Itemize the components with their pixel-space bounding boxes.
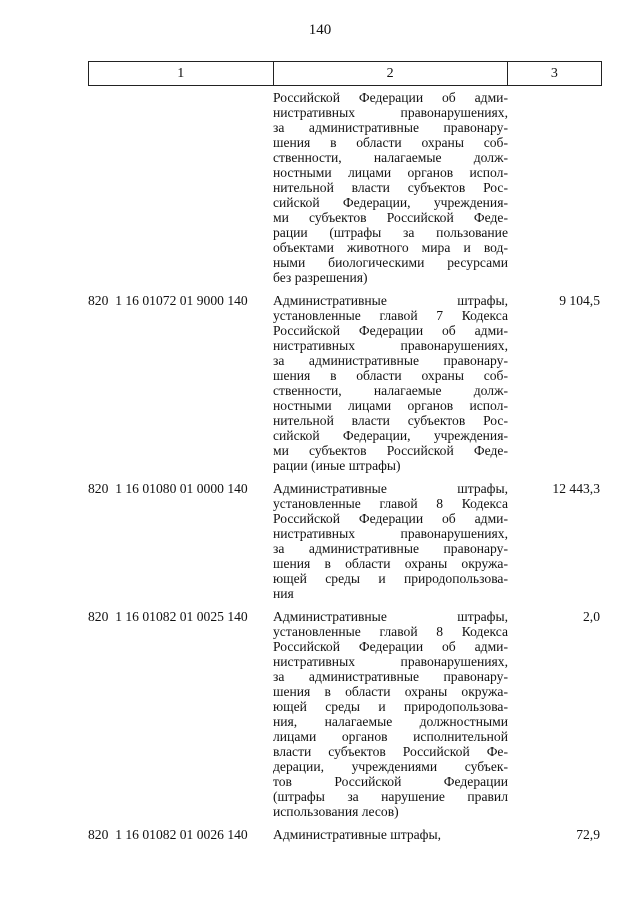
table-row (88, 293, 602, 473)
row-description (273, 90, 508, 285)
row-code (88, 481, 273, 601)
description-line: рации (иные штрафы) (273, 458, 401, 473)
description-line: власти субъектов Российской Фе- (273, 744, 508, 759)
description-line: ностными лицами органов испол- (273, 398, 508, 413)
admin-code: 820 (88, 609, 109, 624)
description-line: за административные правонару- (273, 353, 508, 368)
admin-code: 820 (88, 293, 109, 308)
description-line: ственности, налагаемые долж- (273, 150, 508, 165)
kbk-code: 1 16 01080 01 0000 140 (115, 481, 248, 496)
description-line: ми субъектов Российской Феде- (273, 443, 508, 458)
description-line: нистративных правонарушениях, (273, 526, 508, 541)
description-line: шения в области охраны окружа- (273, 556, 508, 571)
description-line: установленные главой 7 Кодекса (273, 308, 508, 323)
description-line: нистративных правонарушениях, (273, 654, 508, 669)
description-line: нительной власти субъектов Рос- (273, 180, 508, 195)
table-row (88, 481, 602, 601)
row-code (88, 827, 273, 842)
table-row (88, 827, 602, 842)
row-amount (508, 90, 602, 285)
admin-code: 820 (88, 827, 109, 842)
description-line: ния, налагаемые должностными (273, 714, 508, 729)
kbk-code: 1 16 01072 01 9000 140 (115, 293, 248, 308)
description-line: Административные штрафы, (273, 293, 508, 308)
description-line: тов Российской Федерации (273, 774, 508, 789)
description-line: ными биологическими ресурсами (273, 255, 508, 270)
admin-code: 820 (88, 481, 109, 496)
row-code (88, 609, 273, 819)
description-line: ния (273, 586, 294, 601)
description-line: Российской Федерации об адми- (273, 511, 508, 526)
header-col-2: 2 (273, 62, 507, 86)
header-col-3: 3 (507, 62, 601, 86)
description-line: лицами органов исполнительной (273, 729, 508, 744)
description-line: за административные правонару- (273, 669, 508, 684)
description-line: нистративных правонарушениях, (273, 105, 508, 120)
row-description (273, 609, 508, 819)
table-body (88, 90, 602, 850)
row-description (273, 481, 508, 601)
description-line: ственности, налагаемые долж- (273, 383, 508, 398)
kbk-code: 1 16 01082 01 0026 140 (115, 827, 248, 842)
table-row (88, 609, 602, 819)
kbk-code: 1 16 01082 01 0025 140 (115, 609, 248, 624)
description-line: (штрафы за нарушение правил (273, 789, 508, 804)
description-line: дерации, учреждениями субъек- (273, 759, 508, 774)
header-col-1: 1 (89, 62, 274, 86)
row-amount: 9 104,5 (559, 293, 600, 308)
description-line: нительной власти субъектов Рос- (273, 413, 508, 428)
description-line: шения в области охраны соб- (273, 368, 508, 383)
description-line: объектами животного мира и вод- (273, 240, 508, 255)
description-line: нистративных правонарушениях, (273, 338, 508, 353)
description-line: сийской Федерации, учреждения- (273, 428, 508, 443)
table-row (88, 90, 602, 285)
description-line: установленные главой 8 Кодекса (273, 624, 508, 639)
description-line: использования лесов) (273, 804, 399, 819)
description-line: рации (штрафы за пользование (273, 225, 508, 240)
description-line: Российской Федерации об адми- (273, 90, 508, 105)
description-line: за административные правонару- (273, 541, 508, 556)
description-line: Российской Федерации об адми- (273, 323, 508, 338)
row-code (88, 90, 273, 285)
row-code (88, 293, 273, 473)
description-line: ющей среды и природопользова- (273, 699, 508, 714)
row-amount: 2,0 (583, 609, 600, 624)
row-description (273, 293, 508, 473)
description-line: Административные штрафы, (273, 481, 508, 496)
row-amount: 72,9 (576, 827, 600, 842)
description-line: Административные штрафы, (273, 609, 508, 624)
page-number: 140 (308, 22, 332, 38)
table-header (88, 61, 602, 86)
description-line: шения в области охраны соб- (273, 135, 508, 150)
description-line: Административные штрафы, (273, 827, 441, 842)
description-line: ющей среды и природопользова- (273, 571, 508, 586)
description-line: ми субъектов Российской Феде- (273, 210, 508, 225)
description-line: Российской Федерации об адми- (273, 639, 508, 654)
description-line: за административные правонару- (273, 120, 508, 135)
description-line: сийской Федерации, учреждения- (273, 195, 508, 210)
description-line: ностными лицами органов испол- (273, 165, 508, 180)
description-line: без разрешения) (273, 270, 368, 285)
description-line: шения в области охраны окружа- (273, 684, 508, 699)
row-description (273, 827, 508, 842)
row-amount: 12 443,3 (552, 481, 600, 496)
description-line: установленные главой 8 Кодекса (273, 496, 508, 511)
